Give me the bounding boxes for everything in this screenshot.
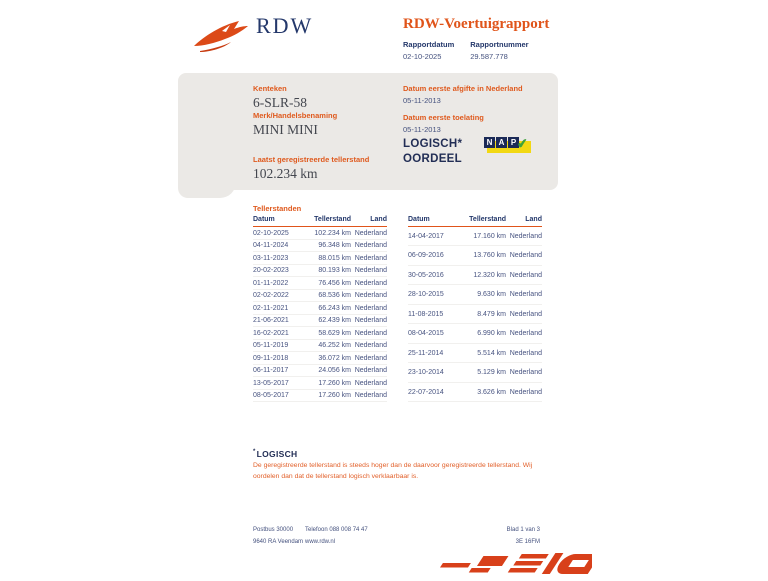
nap-checkmark-icon: ✔ — [516, 135, 529, 152]
table-cell: 6.990 km — [456, 324, 506, 343]
table-cell: Nederland — [351, 352, 387, 365]
table-cell: 17.160 km — [456, 227, 506, 246]
table-cell: 17.260 km — [301, 389, 351, 402]
table-cell: 04-11-2024 — [253, 239, 301, 252]
column-header-land: Land — [506, 214, 542, 227]
table-row — [253, 302, 387, 315]
table-cell: 20-02-2023 — [253, 264, 301, 277]
rdw-logo-text: RDW — [256, 13, 314, 38]
table-cell: Nederland — [351, 277, 387, 290]
table-row — [408, 285, 542, 304]
tellerstand-field — [253, 155, 369, 182]
table-cell: 5.129 km — [456, 363, 506, 382]
table-cell: Nederland — [506, 343, 542, 362]
table-cell: 02-02-2022 — [253, 289, 301, 302]
table-cell: 01-11-2022 — [253, 277, 301, 290]
table-cell: 08-05-2017 — [253, 389, 301, 402]
afgifte-value: 05-11-2013 — [403, 96, 441, 105]
table-row — [253, 252, 387, 265]
report-date-block — [403, 40, 454, 61]
table-row — [408, 304, 542, 323]
report-date-label: Rapportdatum — [403, 40, 455, 49]
footer-website: www.rdw.nl — [305, 539, 336, 545]
tellerstand-label: Laatst geregistreerde tellerstand — [253, 155, 370, 164]
kenteken-field — [253, 84, 307, 111]
verdict-title-text: LOGISCH — [256, 449, 298, 459]
table-cell: Nederland — [506, 285, 542, 304]
toelating-label: Datum eerste toelating — [403, 113, 484, 122]
table-row — [253, 352, 387, 365]
table-cell: Nederland — [506, 382, 542, 402]
table-cell: Nederland — [351, 227, 387, 240]
table-row — [408, 227, 542, 246]
table-row — [253, 277, 387, 290]
tellerstanden-tables — [253, 214, 542, 402]
table-cell: Nederland — [351, 289, 387, 302]
tellerstand-value: 102.234 km — [253, 166, 318, 181]
table-cell: 17.260 km — [301, 377, 351, 390]
report-number-label: Rapportnummer — [470, 40, 529, 49]
oordeel-line1: LOGISCH* — [403, 138, 463, 150]
oordeel-verdict — [403, 137, 462, 167]
toelating-value: 05-11-2013 — [403, 125, 441, 134]
table-cell: 58.629 km — [301, 327, 351, 340]
kenteken-label: Kenteken — [253, 84, 287, 93]
table-cell: 02-11-2021 — [253, 302, 301, 315]
table-cell: 76.456 km — [301, 277, 351, 290]
table-cell: 9.630 km — [456, 285, 506, 304]
nap-letters — [484, 137, 519, 148]
table-cell: 06-11-2017 — [253, 364, 301, 377]
table-row — [253, 289, 387, 302]
table-row — [253, 327, 387, 340]
footer-page-number: Blad 1 van 3 — [506, 527, 540, 533]
table-row — [408, 265, 542, 284]
table-cell: 66.243 km — [301, 302, 351, 315]
tellerstanden-table-left — [253, 214, 387, 402]
table-cell: 80.193 km — [301, 264, 351, 277]
table-cell: Nederland — [506, 363, 542, 382]
afgifte-field — [403, 84, 523, 105]
report-date-value: 02-10-2025 — [403, 52, 442, 61]
table-row — [408, 246, 542, 265]
page-title: RDW-Voertuigrapport — [403, 16, 550, 32]
table-header-row — [408, 214, 542, 227]
footer-postbus: Postbus 30000 — [253, 527, 294, 533]
table-cell: 13-05-2017 — [253, 377, 301, 390]
table-cell: 96.348 km — [301, 239, 351, 252]
footer-contact — [305, 524, 368, 548]
table-cell: 14-04-2017 — [408, 227, 456, 246]
table-row — [253, 264, 387, 277]
table-cell: Nederland — [351, 252, 387, 265]
table-cell: 88.015 km — [301, 252, 351, 265]
table-cell: 21-06-2021 — [253, 314, 301, 327]
nap-letter-p: P — [508, 137, 519, 148]
table-cell: 25-11-2014 — [408, 343, 456, 362]
table-cell: Nederland — [351, 377, 387, 390]
table-row — [253, 239, 387, 252]
table-cell: Nederland — [506, 304, 542, 323]
table-cell: 68.536 km — [301, 289, 351, 302]
table-row — [253, 314, 387, 327]
footer-address — [253, 524, 303, 548]
merk-field — [253, 111, 337, 138]
table-row — [253, 389, 387, 402]
table-cell: Nederland — [351, 239, 387, 252]
table-cell: 11-08-2015 — [408, 304, 456, 323]
table-cell: 62.439 km — [301, 314, 351, 327]
table-row — [408, 324, 542, 343]
rdw-wing-icon — [192, 15, 250, 58]
table-cell: 28-10-2015 — [408, 285, 456, 304]
table-cell: 24.056 km — [301, 364, 351, 377]
table-cell: Nederland — [351, 264, 387, 277]
table-row — [408, 382, 542, 402]
column-header-land: Land — [351, 214, 387, 227]
table-cell: 03-11-2023 — [253, 252, 301, 265]
verdict-explanation: De geregistreerde tellerstand is steeds hoger dan de daarvoor geregistreerde tellerstand. Wij oordelen dan dat de tellerstand logisch verklaarbaar is. — [253, 462, 533, 480]
afgifte-label: Datum eerste afgifte in Nederland — [403, 84, 523, 93]
table-cell: Nederland — [351, 389, 387, 402]
table-cell: 3.626 km — [456, 382, 506, 402]
vehicle-summary-panel — [178, 73, 558, 190]
table-cell: 8.479 km — [456, 304, 506, 323]
table-cell: Nederland — [506, 227, 542, 246]
footer-phone: Telefoon 088 008 74 47 — [305, 527, 368, 533]
table-cell: 16-02-2021 — [253, 327, 301, 340]
tellerstanden-section-title: Tellerstanden — [253, 204, 302, 213]
nap-letter-n: N — [484, 137, 495, 148]
table-cell: 12.320 km — [456, 265, 506, 284]
table-cell: 46.252 km — [301, 339, 351, 352]
table-cell: 08-04-2015 — [408, 324, 456, 343]
merk-label: Merk/Handelsbenaming — [253, 111, 338, 120]
table-header-row — [253, 214, 387, 227]
footer-form-code: 3E 16FM — [515, 539, 540, 545]
column-header-tellerstand: Tellerstand — [301, 214, 351, 227]
table-cell: 36.072 km — [301, 352, 351, 365]
verdict-asterisk: * — [253, 449, 256, 455]
table-cell: Nederland — [351, 302, 387, 315]
column-header-datum: Datum — [253, 214, 301, 227]
table-cell: Nederland — [351, 327, 387, 340]
verdict-title — [253, 449, 297, 459]
rdw-watermark-icon — [416, 549, 592, 581]
report-number-value: 29.587.778 — [470, 52, 508, 61]
table-row — [408, 363, 542, 382]
table-row — [253, 364, 387, 377]
nap-logo — [484, 137, 532, 155]
table-cell: Nederland — [351, 364, 387, 377]
table-cell: 23-10-2014 — [408, 363, 456, 382]
table-cell: 5.514 km — [456, 343, 506, 362]
table-cell: Nederland — [351, 339, 387, 352]
table-row — [408, 343, 542, 362]
table-cell: 09-11-2018 — [253, 352, 301, 365]
table-cell: 06-09-2016 — [408, 246, 456, 265]
nap-letter-a: A — [496, 137, 507, 148]
footer-city: 9640 RA Veendam — [253, 539, 304, 545]
table-cell: Nederland — [506, 324, 542, 343]
tellerstanden-table-right — [408, 214, 542, 402]
report-number-block — [470, 40, 528, 61]
table-cell: 05-11-2019 — [253, 339, 301, 352]
column-header-tellerstand: Tellerstand — [456, 214, 506, 227]
oordeel-line2: OORDEEL — [403, 153, 462, 165]
table-cell: 30-05-2016 — [408, 265, 456, 284]
merk-value: MINI MINI — [253, 122, 318, 137]
toelating-field — [403, 113, 484, 134]
kenteken-value: 6-SLR-58 — [253, 95, 307, 110]
table-row — [253, 377, 387, 390]
table-row — [253, 227, 387, 240]
footer-pageinfo — [460, 524, 540, 548]
report-meta — [403, 40, 529, 61]
table-cell: Nederland — [351, 314, 387, 327]
table-cell: Nederland — [506, 265, 542, 284]
table-cell: Nederland — [506, 246, 542, 265]
table-cell: 02-10-2025 — [253, 227, 301, 240]
table-cell: 22-07-2014 — [408, 382, 456, 402]
column-header-datum: Datum — [408, 214, 456, 227]
table-row — [253, 339, 387, 352]
table-cell: 102.234 km — [301, 227, 351, 240]
table-cell: 13.760 km — [456, 246, 506, 265]
